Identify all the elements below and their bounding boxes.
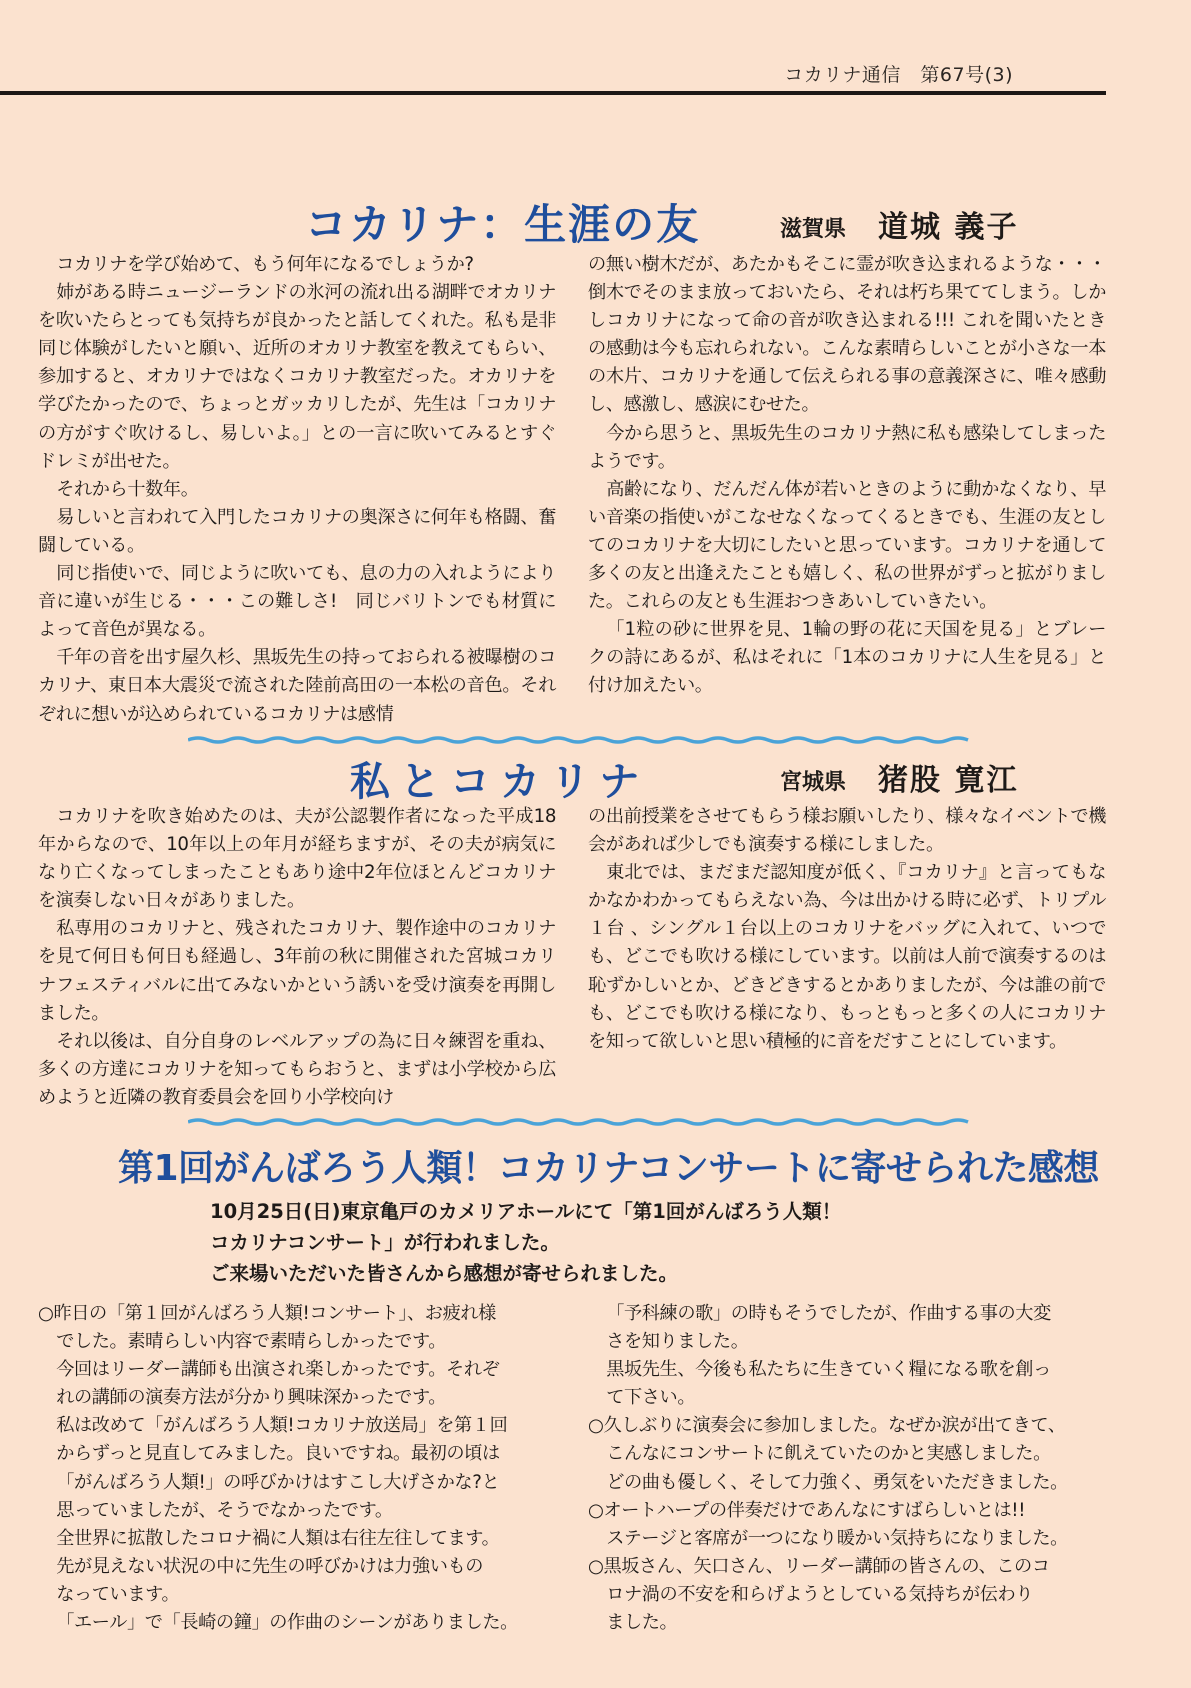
paragraph: それ以後は、自分自身のレベルアップの為に日々練習を重ね、多くの方達にコカリナを知ってもらおうと、まずは小学校から広めようと近隣の教育委員会を回り小学校向け (38, 1030, 556, 1108)
concert-feedback-title: 第1回がんばろう人類！コカリナコンサートに寄せられた感想 (118, 1148, 1099, 1189)
paragraph: 千年の音を出す屋久杉、黒坂先生の持っておられる被曝樹のコカリナ、東日本大震災で流された陸前高田の一本松の音色。それぞれに想いが込められているコカリナは感情 (38, 647, 556, 725)
comment-line: ○久しぶりに演奏会に参加しました。なぜか涙が出てきて、 (588, 1415, 1066, 1437)
comment-line: ロナ渦の不安を和らげようとしている気持ちが伝わり (606, 1583, 1034, 1605)
comment-line: ステージと客席が一つになり暖かい気持ちになりました。 (606, 1527, 1068, 1549)
concert-intro (210, 1196, 990, 1289)
feedback-left-column (38, 1300, 556, 1637)
feedback-right-column (588, 1300, 1106, 1637)
article2-title: 私とコカリナ (350, 759, 650, 805)
comment-line: 「エール」で「長崎の鐘」の作曲のシーンがありました。 (56, 1612, 518, 1634)
article2-body (38, 803, 1106, 1112)
comment-line: ○黒坂さん、矢口さん、リーダー講師の皆さんの、このコ (588, 1555, 1050, 1577)
comment-line: 先が見えない状況の中に先生の呼びかけは力強いもの (56, 1555, 484, 1577)
comment-line: 今回はリーダー講師も出演され楽しかったです。それぞ (56, 1359, 500, 1381)
paragraph: 私専用のコカリナと、残されたコカリナ、製作途中のコカリナを見て何日も何日も経過し、3年前の秋に開催された宮城コカリナフェスティバルに出てみないかという誘いを受け演奏を再開しました。 (38, 918, 556, 1024)
comment-line: こんなにコンサートに飢えていたのかと実感しました。 (606, 1443, 1051, 1465)
paragraph: の無い樹木だが、あたかもそこに霊が吹き込まれるような・・・倒木でそのまま放っておいたら、それは朽ち果ててしまう。しかしコカリナになって命の音が吹き込まれる!!! これを聞いたときの感動は今も忘れられない。こんな素晴らしいことが小さな一本の木片、コカリナを通して伝えられる事の意義深さに、唯々感動し、感激し、感涙にむせた。 (588, 254, 1106, 416)
section-divider (188, 736, 978, 744)
paragraph: それから十数年。 (56, 478, 199, 500)
paragraph: 東北では、まだまだ認知度が低く、『コカリナ』と言ってもなかなかわかってもらえない為、今は出かける時に必ず、トリプル１台 、シングル１台以上のコカリナをバッグに入れて、いつでも、どこでも吹ける様にしています。以前は人前で演奏するのは恥ずかしいとか、どきどきするとかありましたが、今は誰の前でも、どこでも吹ける様になり、もっともっと多くの人にコカリナを知って欲しいと思い積極的に音をだすことにしています。 (588, 862, 1106, 1052)
header-rule (0, 91, 1106, 95)
comment-line: 「がんばろう人類!」の呼びかけはすこし大げさかな?と (56, 1471, 500, 1493)
comment-line: ○オートハープの伴奏だけであんなにすばらしいとは!! (588, 1499, 1026, 1521)
page-header (0, 0, 1106, 96)
article2-left-column (38, 803, 556, 1112)
paragraph: 今から思うと、黒坂先生のコカリナ熱に私も感染してしまったようです。 (588, 422, 1106, 472)
intro-line: ご来場いただいた皆さんから感想が寄せられました。 (210, 1262, 679, 1285)
comment-line: でした。素晴らしい内容で素晴らしかったです。 (56, 1331, 447, 1353)
comment-line: て下さい。 (606, 1387, 696, 1409)
comment-line: 「予科練の歌」の時もそうでしたが、作曲する事の大変 (606, 1303, 1051, 1324)
paragraph: コカリナを学び始めて、もう何年になるでしょうか? (56, 254, 474, 275)
paragraph: の出前授業をさせてもらう様お願いしたり、様々なイベントで機会があれば少しでも演奏する様にしました。 (588, 806, 1106, 856)
section-divider (188, 1118, 978, 1126)
paragraph: 易しいと言われて入門したコカリナの奥深さに何年も格闘、奮闘している。 (38, 506, 556, 556)
article1-title: コカリナ：生涯の友 (305, 200, 701, 249)
comment-line: どの曲も優しく、そして力強く、勇気をいただきました。 (606, 1471, 1068, 1493)
article2-prefecture: 宮城県 (780, 769, 847, 795)
comment-line: れの講師の演奏方法が分かり興味深かったです。 (56, 1387, 447, 1409)
comment-line: 黒坂先生、今後も私たちに生きていく糧になる歌を創っ (606, 1359, 1051, 1381)
article1-left-column (38, 251, 556, 729)
article1-prefecture: 滋賀県 (780, 216, 847, 242)
comment-line: ました。 (606, 1612, 678, 1634)
issue-label: コカリナ通信 第67号(3) (784, 64, 1013, 86)
article2-author: 猪股 寛江 (878, 763, 1019, 798)
feedback-comments (38, 1300, 1106, 1637)
intro-line: コカリナコンサート」が行われました。 (210, 1231, 560, 1254)
paragraph: 姉がある時ニュージーランドの氷河の流れ出る湖畔でオカリナを吹いたらとっても気持ちが良かったと話してくれた。私も是非同じ体験がしたいと願い、近所のオカリナ教室を教えてもらい、参加すると、オカリナではなくコカリナ教室だった。オカリナを学びたかったので、ちょっとガッカリしたが、先生は「コカリナの方がすぐ吹けるし、易しいよ。」との一言に吹いてみるとすぐドレミが出せた。 (38, 282, 556, 472)
comment-line: 全世界に拡散したコロナ禍に人類は右往左往してます。 (56, 1527, 500, 1549)
intro-line: 10月25日(日)東京亀戸のカメリアホールにて「第1回がんばろう人類！ (210, 1200, 842, 1223)
article1-body (38, 251, 1106, 729)
paragraph: 同じ指使いで、同じように吹いても、息の力の入れようにより音に違いが生じる・・・この難しさ! 同じバリトンでも材質によって音色が異なる。 (38, 563, 556, 641)
article2-right-column (588, 803, 1106, 1112)
comment-line: なっています。 (56, 1583, 180, 1605)
comment-line: 私は改めて「がんばろう人類!コカリナ放送局」を第１回 (56, 1415, 508, 1437)
comment-line: 思っていましたが、そうでなかったです。 (56, 1499, 393, 1521)
paragraph: コカリナを吹き始めたのは、夫が公認製作者になった平成18年からなので、10年以上の年月が経ちますが、その夫が病気になり亡くなってしまったこともあり途中2年位ほとんどコカリナを演奏しない日々がありました。 (38, 806, 556, 912)
comment-line: ○昨日の「第１回がんばろう人類!コンサート」、お疲れ様 (38, 1303, 496, 1324)
article1-author: 道城 義子 (878, 210, 1019, 245)
comment-line: さを知りました。 (606, 1331, 749, 1353)
comment-line: からずっと見直してみました。良いですね。最初の頃は (56, 1443, 500, 1465)
article1-right-column (588, 251, 1106, 729)
paragraph: 「1粒の砂に世界を見、1輪の野の花に天国を見る」とブレークの詩にあるが、私はそれに「1本のコカリナに人生を見る」と付け加えたい。 (588, 619, 1106, 697)
paragraph: 高齢になり、だんだん体が若いときのように動かなくなり、早い音楽の指使いがこなせなくなってくるときでも、生涯の友としてのコカリナを大切にしたいと思っています。コカリナを通して多くの友と出逢えたことも嬉しく、私の世界がずっと拡がりました。これらの友とも生涯おつきあいしていきたい。 (588, 478, 1106, 613)
